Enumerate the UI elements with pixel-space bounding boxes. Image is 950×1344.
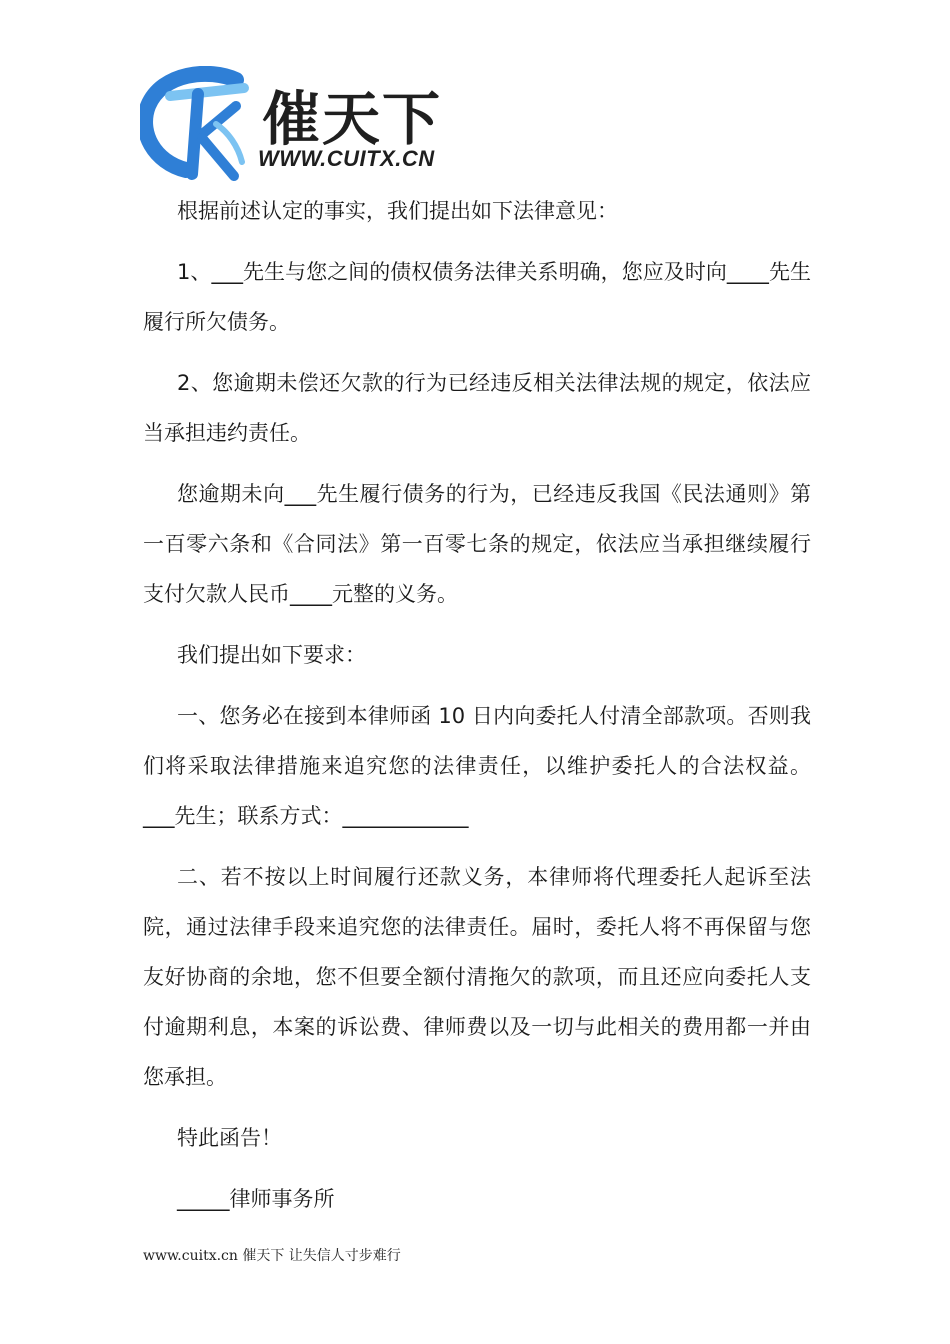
logo-url: WWW.CUITX.CN — [258, 146, 435, 171]
paragraph-demands-heading: 我们提出如下要求： — [177, 643, 366, 667]
paragraph-legal-basis: 您逾期未向___先生履行债务的行为，已经违反我国《民法通则》第一百零六条和《合同法》第一百零七条的规定，依法应当承担继续履行支付欠款人民币____元整的义务。 — [143, 482, 811, 606]
logo-name: 催天下 — [262, 85, 443, 153]
paragraph-demand-2: 二、若不按以上时间履行还款义务，本律师将代理委托人起诉至法院，通过法律手段来追究您的法律责任。届时，委托人将不再保留与您友好协商的余地，您不但要全额付清拖欠的款项，而且还应向委托人支付逾期利息，本案的诉讼费、律师费以及一切与此相关的费用都一并由您承担。 — [143, 865, 811, 1089]
page-footer: www.cuitx.cn 催天下 让失信人寸步难行 — [143, 1248, 401, 1264]
paragraph-intro: 根据前述认定的事实，我们提出如下法律意见： — [177, 199, 618, 223]
paragraph-signature: _____律师事务所 — [177, 1187, 335, 1211]
logo — [140, 66, 460, 184]
letter-body — [143, 186, 811, 1235]
paragraph-closing: 特此函告！ — [177, 1126, 282, 1150]
paragraph-demand-1: 一、您务必在接到本律师函 10 日内向委托人付清全部款项。否则我们将采取法律措施来追究您的法律责任，以维护委托人的合法权益。 ___先生；联系方式：____________ — [143, 704, 811, 828]
logo-emblem-icon — [140, 66, 260, 184]
paragraph-opinion-1: 1、___先生与您之间的债权债务法律关系明确，您应及时向____先生履行所欠债务。 — [143, 260, 811, 334]
paragraph-opinion-2: 2、您逾期未偿还欠款的行为已经违反相关法律法规的规定，依法应当承担违约责任。 — [143, 371, 811, 445]
